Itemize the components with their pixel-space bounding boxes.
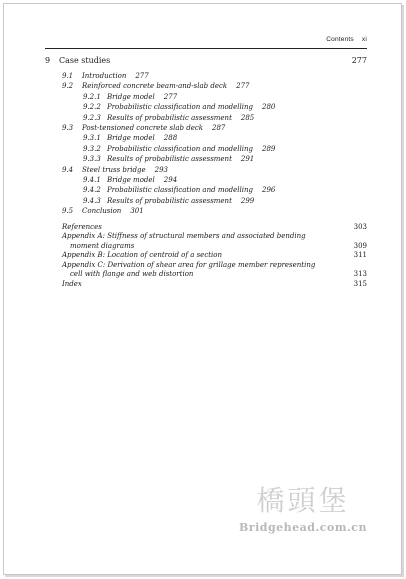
backmatter-title-continued: cell with flange and web distortion: [70, 270, 194, 279]
section-page: 285: [240, 113, 255, 122]
backmatter-list: [45, 223, 367, 290]
backmatter-entry[interactable]: [45, 251, 367, 261]
backmatter-page: 309: [353, 241, 367, 250]
section-number: 9.3.1: [83, 134, 101, 143]
section-number: 9.3.3: [83, 155, 101, 164]
section-number: 9.5: [62, 207, 74, 216]
section-title: Reinforced concrete beam-and-slab deck: [82, 82, 228, 91]
section-number: 9.4.1: [83, 176, 101, 185]
section-page: 299: [240, 196, 255, 205]
backmatter-title: References: [62, 222, 102, 231]
running-head: [326, 36, 367, 43]
backmatter-entry[interactable]: [45, 261, 367, 280]
running-head-label: Contents: [326, 36, 354, 43]
section-number: 9.2.3: [83, 113, 101, 122]
section-number: 9.3: [62, 124, 74, 133]
section-page: 277: [163, 92, 178, 101]
watermark: [239, 479, 367, 534]
section-number: 9.1: [62, 72, 74, 80]
table-of-contents: [45, 56, 367, 289]
section-number: 9.2.1: [83, 92, 101, 101]
header-rule: [45, 48, 367, 49]
section-title: Bridge model: [107, 176, 155, 185]
toc-entry[interactable]: [45, 175, 367, 185]
section-title: Bridge model: [107, 92, 155, 101]
backmatter-page: 311: [353, 251, 367, 260]
chapter-page: 277: [351, 56, 367, 65]
backmatter-entry[interactable]: [45, 280, 367, 290]
section-number: 9.4.3: [83, 196, 101, 205]
section-title: Conclusion: [82, 207, 122, 216]
chapter-number: 9: [45, 56, 51, 65]
toc-entry[interactable]: [45, 92, 367, 102]
backmatter-entry[interactable]: [45, 232, 367, 251]
backmatter-title: Appendix B: Location of centroid of a section: [62, 251, 223, 260]
toc-entry[interactable]: [45, 102, 367, 112]
section-page: 296: [262, 186, 276, 195]
toc-entry[interactable]: [45, 81, 367, 91]
section-title: Bridge model: [107, 134, 155, 143]
page-folio: xi: [361, 36, 367, 43]
toc-entry[interactable]: [45, 196, 367, 206]
section-title: Probabilistic classification and modelling: [107, 103, 253, 112]
toc-entry[interactable]: [45, 133, 367, 143]
section-number: 9.4.2: [83, 186, 101, 195]
watermark-logo: 橋頭堡: [256, 484, 350, 517]
section-title: Probabilistic classification and modelling: [107, 186, 253, 195]
section-page: 294: [163, 176, 178, 185]
toc-entry[interactable]: [45, 165, 367, 175]
chapter-title: Case studies: [59, 56, 111, 65]
backmatter-title: Appendix A: Stiffness of structural members and associated bending: [62, 232, 306, 241]
toc-entry[interactable]: [45, 144, 367, 154]
backmatter-entry[interactable]: [45, 223, 367, 233]
section-page: 291: [240, 155, 255, 164]
section-number: 9.4: [62, 165, 74, 174]
section-page: 293: [154, 165, 168, 174]
section-number: 9.2: [62, 82, 74, 91]
watermark-url: Bridgehead.com.cn: [239, 521, 367, 534]
backmatter-title: Appendix C: Derivation of shear area for grillage member representing: [62, 260, 316, 269]
section-list: [45, 71, 367, 217]
backmatter-title-continued: moment diagrams: [70, 241, 135, 250]
section-title: Steel truss bridge: [82, 165, 146, 174]
section-number: 9.3.2: [83, 144, 101, 153]
section-title: Results of probabilistic assessment: [107, 155, 232, 164]
backmatter-page: 313: [353, 270, 367, 279]
toc-entry[interactable]: [45, 206, 367, 216]
section-page: 280: [262, 103, 276, 112]
section-title: Post-tensioned concrete slab deck: [82, 124, 204, 133]
section-page: 277: [135, 72, 149, 80]
section-number: 9.2.2: [83, 103, 101, 112]
toc-entry[interactable]: [45, 123, 367, 133]
section-title: Probabilistic classification and modelling: [107, 144, 253, 153]
toc-entry[interactable]: [45, 154, 367, 164]
toc-entry[interactable]: [45, 185, 367, 195]
section-title: Introduction: [82, 72, 127, 80]
backmatter-page: 315: [353, 279, 367, 288]
toc-entry[interactable]: [45, 71, 367, 81]
toc-entry[interactable]: [45, 113, 367, 123]
chapter-entry[interactable]: [45, 56, 367, 71]
section-page: 301: [130, 207, 144, 216]
section-page: 289: [262, 144, 276, 153]
section-page: 287: [212, 124, 226, 133]
section-page: 288: [163, 134, 178, 143]
section-title: Results of probabilistic assessment: [107, 113, 232, 122]
section-page: 277: [236, 82, 250, 91]
backmatter-title: Index: [62, 279, 82, 288]
book-page: [3, 3, 402, 575]
section-title: Results of probabilistic assessment: [107, 196, 232, 205]
backmatter-page: 303: [353, 222, 367, 231]
